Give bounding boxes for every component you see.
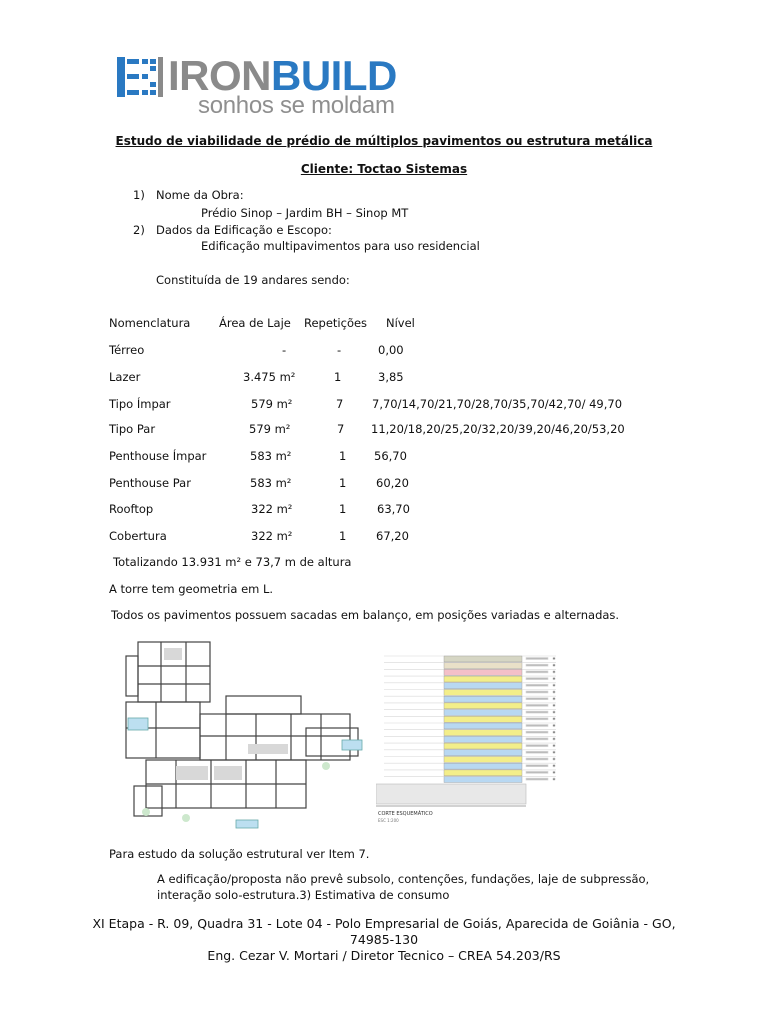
section-level-tag <box>526 711 548 713</box>
section-floor-band <box>444 703 522 709</box>
section-floor-band <box>444 663 522 669</box>
table-cell-level: 7,70/14,70/21,70/28,70/35,70/42,70/ 49,70 <box>372 397 623 411</box>
section-level-tag <box>526 731 548 733</box>
section-floor-band <box>444 770 522 776</box>
section-level-marker <box>553 684 555 686</box>
table-cell-area: 579 m² <box>249 422 291 436</box>
section-level-tag <box>526 664 548 666</box>
section-2-label: Dados da Edificação e Escopo: <box>156 223 332 237</box>
geometry-note: A torre tem geometria em L. <box>109 582 274 596</box>
section-floor-band <box>444 750 522 756</box>
section-level-marker <box>553 664 555 666</box>
table-cell-reps: - <box>337 343 342 357</box>
section-level-tag <box>526 698 548 700</box>
section-caption: CORTE ESQUEMÁTICO <box>378 811 433 817</box>
logo-tagline: sonhos se moldam <box>198 92 395 119</box>
table-cell-name: Tipo Par <box>109 422 156 436</box>
section-level-marker <box>553 718 555 720</box>
section-floor-band <box>444 669 522 675</box>
section-level-marker <box>553 738 555 740</box>
table-cell-reps: 7 <box>337 422 345 436</box>
section-1-number: 1) <box>133 188 145 202</box>
section-floor-band <box>444 716 522 722</box>
table-cell-level: 3,85 <box>378 370 404 384</box>
section-floor-band <box>444 777 522 783</box>
section-level-tag <box>526 658 548 660</box>
section-2-value: Edificação multipavimentos para uso residencial <box>201 239 480 253</box>
table-cell-reps: 1 <box>339 449 347 463</box>
table-header-nomenclatura: Nomenclatura <box>109 316 191 330</box>
total-summary: Totalizando 13.931 m² e 73,7 m de altura <box>113 555 352 569</box>
table-cell-area: 322 m² <box>251 502 293 516</box>
section-2-number: 2) <box>133 223 145 237</box>
ironbuild-logo-mark-icon <box>117 57 163 97</box>
footer-address-line2: 74985-130 <box>349 932 419 947</box>
section-level-tag <box>526 738 548 740</box>
table-cell-level: 67,20 <box>376 529 409 543</box>
section-level-marker <box>553 771 555 773</box>
section-level-tag <box>526 745 548 747</box>
section-floor-band <box>444 736 522 742</box>
section-level-tag <box>526 778 548 780</box>
section-level-tag <box>526 718 548 720</box>
section-level-marker <box>553 704 555 706</box>
table-cell-level: 56,70 <box>374 449 407 463</box>
document-title: Estudo de viabilidade de prédio de múltiplos pavimentos ou estrutura metálica <box>115 134 653 148</box>
section-level-marker <box>553 758 555 760</box>
table-cell-area: - <box>282 343 287 357</box>
table-cell-name: Tipo Ímpar <box>109 397 171 411</box>
section-level-tag <box>526 758 548 760</box>
table-cell-name: Penthouse Ímpar <box>109 449 207 463</box>
section-floor-band <box>444 676 522 682</box>
table-cell-area: 322 m² <box>251 529 293 543</box>
table-cell-area: 579 m² <box>251 397 293 411</box>
table-cell-name: Térreo <box>109 343 145 357</box>
section-floor-band <box>444 763 522 769</box>
table-cell-reps: 1 <box>339 502 347 516</box>
section-level-tag <box>526 771 548 773</box>
section-level-marker <box>553 778 555 780</box>
balconies-note: Todos os pavimentos possuem sacadas em balanço, em posições variadas e alternadas. <box>111 608 620 622</box>
section-level-tag <box>526 678 548 680</box>
section-level-tag <box>526 691 548 693</box>
section-level-marker <box>553 698 555 700</box>
section-level-marker <box>553 731 555 733</box>
floor-plan-figure <box>116 636 372 832</box>
table-cell-area: 583 m² <box>250 476 292 490</box>
table-cell-name: Lazer <box>109 370 141 384</box>
table-cell-level: 63,70 <box>377 502 410 516</box>
section-floor-band <box>444 730 522 736</box>
section-1-label: Nome da Obra: <box>156 188 244 202</box>
section-level-tag <box>526 751 548 753</box>
table-cell-level: 60,20 <box>376 476 409 490</box>
scope-note-line1: A edificação/proposta não prevê subsolo, contenções, fundações, laje de subpressão, <box>157 872 650 886</box>
section-floor-band <box>444 710 522 716</box>
section-level-marker <box>553 657 555 659</box>
section-level-tag <box>526 684 548 686</box>
table-cell-level: 0,00 <box>378 343 404 357</box>
section-level-marker <box>553 677 555 679</box>
section-level-tag <box>526 725 548 727</box>
section-level-tag <box>526 704 548 706</box>
section-floor-band <box>444 683 522 689</box>
section-floor-band <box>444 656 522 662</box>
section-scale: ESC 1:200 <box>378 818 399 823</box>
table-header-area: Área de Laje <box>219 316 291 330</box>
footer-signature: Eng. Cezar V. Mortari / Diretor Tecnico – CREA 54.203/RS <box>207 948 561 963</box>
section-floor-band <box>444 696 522 702</box>
section-level-marker <box>553 744 555 746</box>
table-cell-area: 3.475 m² <box>243 370 296 384</box>
table-cell-name: Penthouse Par <box>109 476 191 490</box>
section-level-tag <box>526 671 548 673</box>
table-cell-area: 583 m² <box>250 449 292 463</box>
table-cell-name: Cobertura <box>109 529 167 543</box>
scope-note-line2: interação solo-estrutura.3) Estimativa de consumo <box>157 888 450 902</box>
section-level-marker <box>553 751 555 753</box>
table-cell-reps: 1 <box>339 529 347 543</box>
footer-address-line1: XI Etapa - R. 09, Quadra 31 - Lote 04 - Polo Empresarial de Goiás, Aparecida de Goiânia - GO, <box>92 916 676 931</box>
section-level-marker <box>553 691 555 693</box>
section-1-value: Prédio Sinop – Jardim BH – Sinop MT <box>201 206 409 220</box>
schematic-section-figure <box>376 636 566 824</box>
section-floor-band <box>444 757 522 763</box>
structural-note: Para estudo da solução estrutural ver Item 7. <box>109 847 370 861</box>
table-cell-level: 11,20/18,20/25,20/32,20/39,20/46,20/53,20 <box>371 422 625 436</box>
table-header-nivel: Nível <box>386 316 415 330</box>
table-cell-name: Rooftop <box>109 502 154 516</box>
section-floor-band <box>444 690 522 696</box>
client-title: Cliente: Toctao Sistemas <box>300 162 468 176</box>
section-floor-band <box>444 743 522 749</box>
floors-intro: Constituída de 19 andares sendo: <box>156 273 350 287</box>
section-level-marker <box>553 765 555 767</box>
table-cell-reps: 7 <box>336 397 344 411</box>
logo-brand-part1: IRON <box>168 52 271 99</box>
section-floor-band <box>444 723 522 729</box>
section-level-marker <box>553 671 555 673</box>
logo-brand-part2: BUILD <box>271 52 397 99</box>
table-header-repeticoes: Repetições <box>304 316 368 330</box>
section-level-marker <box>553 724 555 726</box>
table-cell-reps: 1 <box>339 476 347 490</box>
section-level-marker <box>553 711 555 713</box>
section-level-tag <box>526 765 548 767</box>
table-cell-reps: 1 <box>334 370 342 384</box>
